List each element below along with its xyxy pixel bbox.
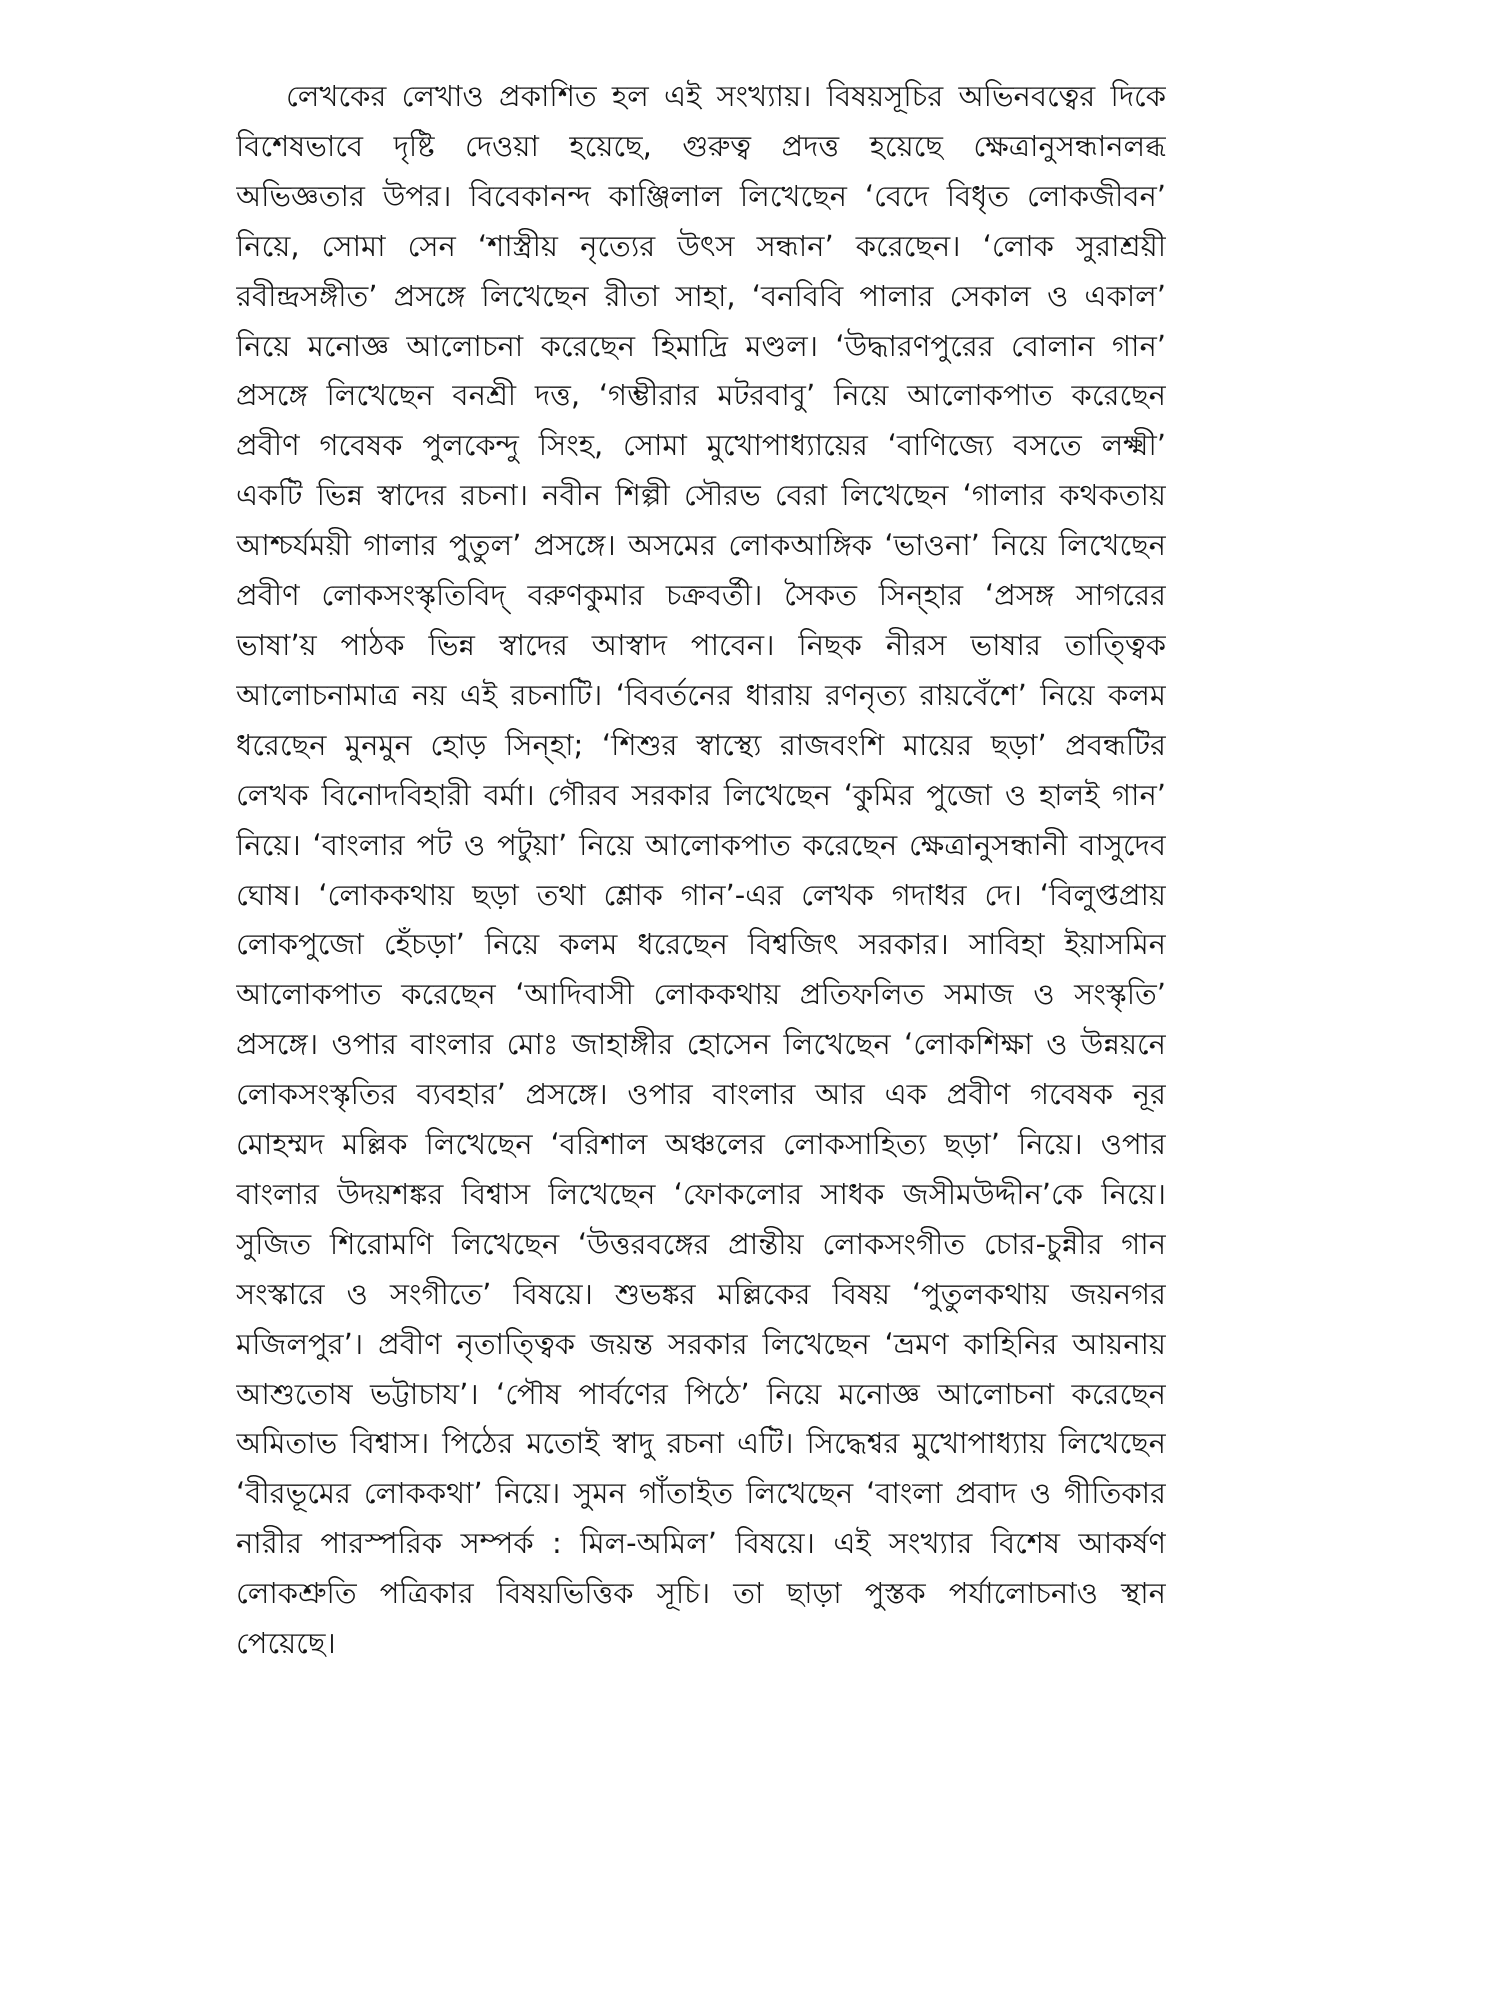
body-paragraph: লেখকের লেখাও প্রকাশিত হল এই সংখ্যায়। বিষয়সূচির অভিনবত্বের দিকে বিশেষভাবে দৃষ্টি দেওয়া হয়েছে, গুরুত্ব প্রদত্ত হয়েছে ক্ষেত্রানুসন্ধানলব্ধ অভিজ্ঞতার উপর। বিবেকানন্দ কাঞ্জিলাল লিখেছেন ‘বেদে বিধৃত লোকজীবন’ নিয়ে, সোমা সেন ‘শাস্ত্রীয় নৃত্যের উৎস সন্ধান’ করেছেন। ‘লোক সুরাশ্রয়ী রবীন্দ্রসঙ্গীত’ প্রসঙ্গে লিখেছেন রীতা সাহা, ‘বনবিবি পালার সেকাল ও একাল’ নিয়ে মনোজ্ঞ আলোচনা করেছেন হিমাদ্রি মণ্ডল। ‘উদ্ধারণপুরের বোলান গান’ প্রসঙ্গে লিখেছেন বনশ্রী দত্ত, ‘গম্ভীরার মটরবাবু’ নিয়ে আলোকপাত করেছেন প্রবীণ গবেষক পুলকেন্দু সিংহ, সোমা মুখোপাধ্যায়ের ‘বাণিজ্যে বসতে লক্ষ্মী’ একটি ভিন্ন স্বাদের রচনা। নবীন শিল্পী সৌরভ বেরা লিখেছেন ‘গালার কথকতায় আশ্চর্যময়ী গালার পুতুল’ প্রসঙ্গে। অসমের লোকআঙ্গিক ‘ভাওনা’ নিয়ে লিখেছেন প্রবীণ লোকসংস্কৃতিবিদ্ বরুণকুমার চক্রবর্তী। সৈকত সিন্‌হার ‘প্রসঙ্গ সাগরের ভাষা’য় পাঠক ভিন্ন স্বাদের আস্বাদ পাবেন। নিছক নীরস ভাষার তাত্ত্বিক আলোচনামাত্র নয় এই রচনাটি। ‘বিবর্তনের ধারায় রণনৃত্য রায়বেঁশে’ নিয়ে কলম ধরেছেন মুনমুন হোড় সিন্‌হা; ‘শিশুর স্বাস্থ্যে রাজবংশি মায়ের ছড়া’ প্রবন্ধটির লেখক বিনোদবিহারী বর্মা। গৌরব সরকার লিখেছেন ‘কুমির পুজো ও হালই গান’ নিয়ে। ‘বাংলার পট ও পটুয়া’ নিয়ে আলোকপাত করেছেন ক্ষেত্রানুসন্ধানী বাসুদেব ঘোষ। ‘লোককথায় ছড়া তথা শ্লোক গান’-এর লেখক গদাধর দে। ‘বিলুপ্তপ্রায় লোকপুজো হেঁচড়া’ নিয়ে কলম ধরেছেন বিশ্বজিৎ সরকার। সাবিহা ইয়াসমিন আলোকপাত করেছেন ‘আদিবাসী লোককথায় প্রতিফলিত সমাজ ও সংস্কৃতি’ প্রসঙ্গে। ওপার বাংলার মোঃ জাহাঙ্গীর হোসেন লিখেছেন ‘লোকশিক্ষা ও উন্নয়নে লোকসংস্কৃতির ব্যবহার’ প্রসঙ্গে। ওপার বাংলার আর এক প্রবীণ গবেষক নূর মোহম্মদ মল্লিক লিখেছেন ‘বরিশাল অঞ্চলের লোকসাহিত্য ছড়া’ নিয়ে। ওপার বাংলার উদয়শঙ্কর বিশ্বাস লিখেছেন ‘ফোকলোর সাধক জসীমউদ্দীন’কে নিয়ে। সুজিত শিরোমণি লিখেছেন ‘উত্তরবঙ্গের প্রান্তীয় লোকসংগীত চোর-চুন্নীর গান সংস্কারে ও সংগীতে’ বিষয়ে। শুভঙ্কর মল্লিকের বিষয় ‘পুতুলকথায় জয়নগর মজিলপুর’। প্রবীণ নৃতাত্ত্বিক জয়ন্ত সরকার লিখেছেন ‘ভ্রমণ কাহিনির আয়নায় আশুতোষ ভট্টাচায’। ‘পৌষ পার্বণের পিঠে’ নিয়ে মনোজ্ঞ আলোচনা করেছেন অমিতাভ বিশ্বাস। পিঠের মতোই স্বাদু রচনা এটি। সিদ্ধেশ্বর মুখোপাধ্যায় লিখেছেন ‘বীরভূমের লোককথা’ নিয়ে। সুমন গাঁতাইত লিখেছেন ‘বাংলা প্রবাদ ও গীতিকার নারীর পারস্পরিক সম্পর্ক : মিল-অমিল’ বিষয়ে। এই সংখ্যার বিশেষ আকর্ষণ লোকশ্রুতি পত্রিকার বিষয়ভিত্তিক সূচি। তা ছাড়া পুস্তক পর্যালোচনাও স্থান পেয়েছে।	[236, 79, 1166, 1661]
text-column	[236, 72, 1166, 1952]
